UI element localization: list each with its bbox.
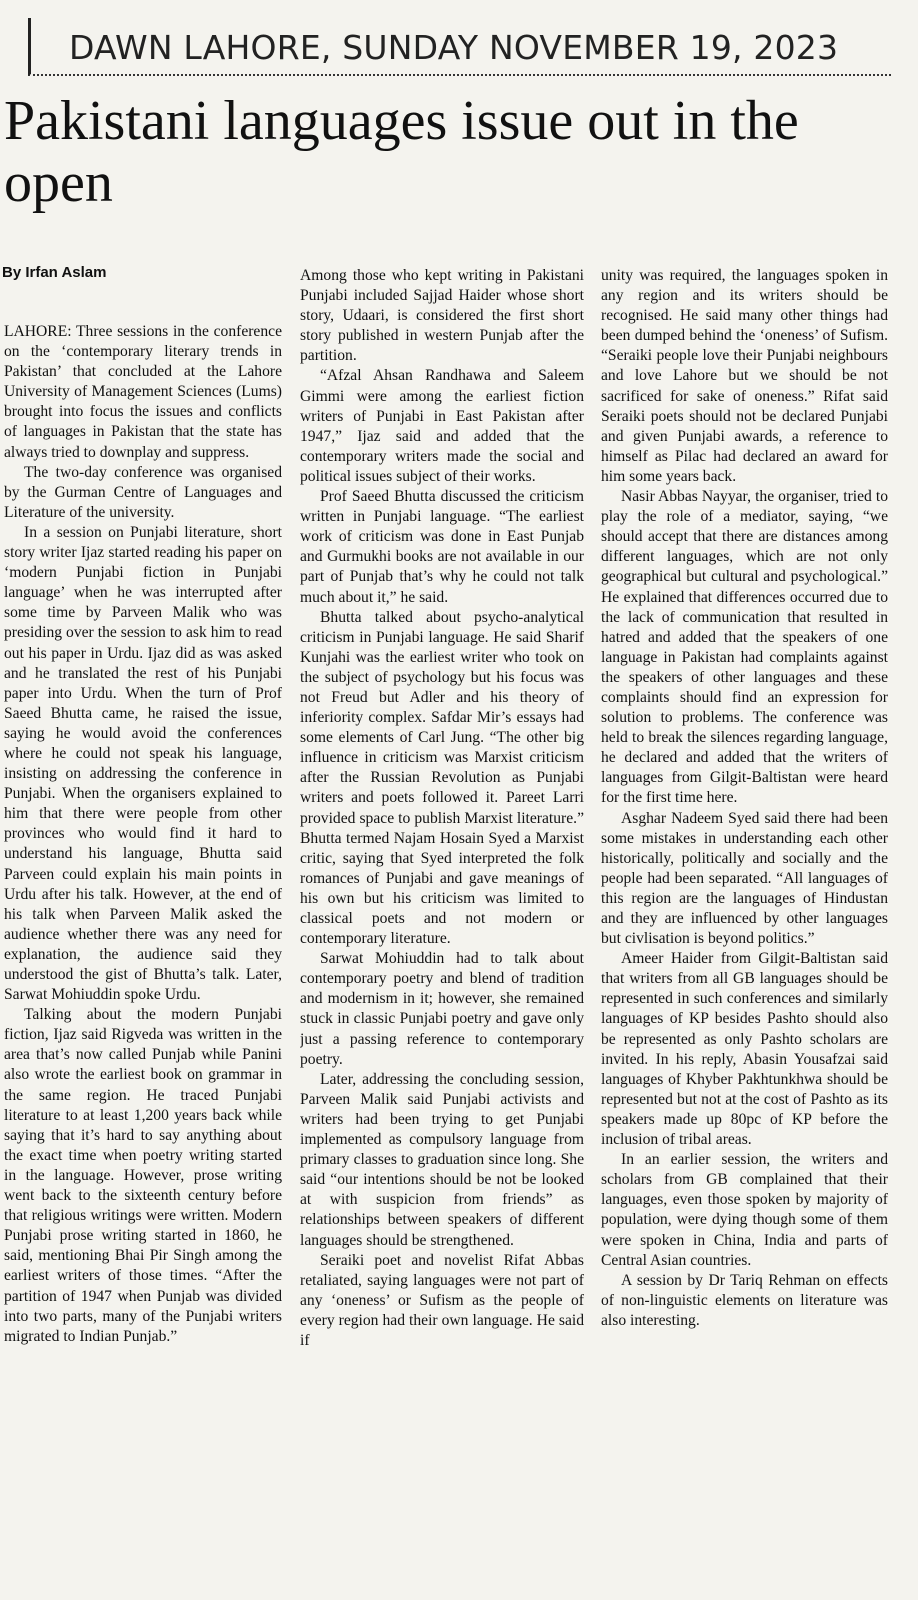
paragraph: “Afzal Ahsan Randhawa and Saleem Gimmi were among the earliest fiction writers of Punjabi in East Pakistan after 1947,” Ijaz said and added that the contemporary writers made the social and political issues subject of their works. xyxy=(300,367,584,485)
paragraph: Ameer Haider from Gilgit-Baltistan said that writers from all GB languages should be represented in such conferences and similarly languages of KP besides Pashto should also be represented as only Pashto scholars are invited. In his reply, Abasin Yousafzai said languages of Khyber Pakhtunkhwa should be represented but not at the cost of Pashto as its speakers made up 80pc of KP before the inclusion of tribal areas. xyxy=(601,950,888,1149)
paragraph: Nasir Abbas Nayyar, the organiser, tried to play the role of a mediator, saying, “we should accept that there are distances among different languages, which are not only geographical but cultural and psychological.” He explained that differences occurred due to the lack of communication that resulted in hatred and added that the speakers of one language in Pakistan had complaints against the speakers of other languages and these complaints should find an expression for solution to problems. The conference was held to break the silences regarding language, he declared and added that the writers of languages from Gilgit-Baltistan were heard for the first time here. xyxy=(601,488,888,807)
paragraph: In a session on Punjabi literature, short story writer Ijaz started reading his paper on ‘modern Punjabi fiction in Punjabi language’ when he was interrupted after some time by Parveen Malik who was presiding over the session to ask him to read out his paper in Urdu. Ijaz did as was asked and he translated the rest of his Punjabi paper into Urdu. When the turn of Prof Saeed Bhutta came, he raised the issue, saying he would avoid the conferences where he could not speak his language, insisting on addressing the conference in Punjabi. When the organisers explained to him that there were people from other provinces who would find it hard to understand his language, Bhutta said Parveen could explain his main points in Urdu after his talk. However, at the end of his talk when Parveen Malik asked the audience whether there was any need for explanation, the audience said they understood the gist of Bhutta’s talk. Later, Sarwat Mohiuddin spoke Urdu. xyxy=(4,523,282,1004)
article-column-3 xyxy=(601,266,888,1596)
paragraph: Prof Saeed Bhutta discussed the criticism written in Punjabi language. “The earliest work of criticism was done in East Punjab and Gurmukhi books are not available in our part of Punjab that’s why he could not talk much about it,” he said. xyxy=(300,488,584,606)
paragraph: Asghar Nadeem Syed said there had been some mistakes in understanding each other historically, politically and socially and the people had been separated. “All languages of this region are the languages of Hindustan and they are influenced by other languages but civlisation is beyond politics.” xyxy=(601,809,888,948)
paragraph: Talking about the modern Punjabi fiction, Ijaz said Rigveda was written in the area that’s now called Punjab while Panini also wrote the earliest book on grammar in the same region. He traced Punjabi literature to at least 1,200 years back while saying that it’s hard to say anything about the exact time when poetry writing started in the language. However, prose writing went back to the sixteenth century before that religious writings were written. Modern Punjabi prose writing started in 1860, he said, mentioning Bhai Pir Singh among the earliest writers of those times. “After the partition of 1947 when Punjab was divided into two parts, many of the Punjabi writers migrated to Indian Punjab.” xyxy=(4,1006,282,1345)
paragraph: unity was required, the languages spoken in any region and its writers should be recognised. He said many other things had been dumped behind the ‘oneness’ of Sufism. “Seraiki people love their Punjabi neighbours and love Lahore but we should be not sacrificed for sake of oneness.” Rifat said Seraiki poets should not be declared Punjabi and given Punjabi awards, a reference to himself as Pilac had declared an award for him some years back. xyxy=(601,267,888,485)
masthead xyxy=(28,18,891,76)
paragraph: Later, addressing the concluding session, Parveen Malik said Punjabi activists and writers had been trying to get Punjabi implemented as compulsory language from primary classes to graduation since long. She said “our intentions should be not be looked at with suspicion from friends” as relationships between speakers of different languages should be strengthened. xyxy=(300,1070,584,1249)
masthead-text: DAWN LAHORE, SUNDAY NOVEMBER 19, 2023 xyxy=(69,28,839,67)
headline: Pakistani languages issue out in the open xyxy=(4,90,799,214)
paragraph: LAHORE: Three sessions in the conference on the ‘contemporary literary trends in Pakistan’ that concluded at the Lahore University of Management Sciences (Lums) brought into focus the issues and conflicts of languages in Pakistan that the state has always tried to downplay and suppress. xyxy=(4,323,282,461)
paragraph: Sarwat Mohiuddin had to talk about contemporary poetry and blend of tradition and modernism in it; however, she remained stuck in classic Punjabi poetry and gave only just a passing reference to contemporary poetry. xyxy=(300,950,584,1068)
paragraph: The two-day conference was organised by the Gurman Centre of Languages and Literature of the university. xyxy=(4,463,282,521)
paragraph: In an earlier session, the writers and scholars from GB complained that their languages, even those spoken by majority of population, were dying though some of them were spoken in China, India and parts of Central Asian countries. xyxy=(601,1151,888,1269)
paragraph: Seraiki poet and novelist Rifat Abbas retaliated, saying languages were not part of any ‘oneness’ or Sufism as the people of every region had their own language. He said if xyxy=(300,1251,584,1349)
byline: By Irfan Aslam xyxy=(2,264,107,281)
paragraph: Bhutta talked about psycho-analytical criticism in Punjabi language. He said Sharif Kunjahi was the earliest writer who took on the subject of psychology but his focus was not Freud but Adler and his theory of inferiority complex. Safdar Mir’s essays had some elements of Carl Jung. “The other big influence in criticism was Marxist criticism after the Russian Revolution as Punjabi writers and poets followed it. Pareet Larri provided space to publish Marxist literature.” Bhutta termed Najam Hosain Syed a Marxist critic, saying that Syed interpreted the folk romances of Punjabi and gave meanings of his own but his criticism was limited to classical poets and not modern or contemporary literature. xyxy=(300,608,584,948)
paragraph: A session by Dr Tariq Rehman on effects of non-linguistic elements on literature was also interesting. xyxy=(601,1271,888,1329)
article-column-2 xyxy=(300,266,584,1596)
article-column-1 xyxy=(4,322,282,1596)
paragraph: Among those who kept writing in Pakistani Punjabi included Sajjad Haider whose short story, Udaari, is considered the first short story published in western Punjab after the partition. xyxy=(300,267,584,365)
